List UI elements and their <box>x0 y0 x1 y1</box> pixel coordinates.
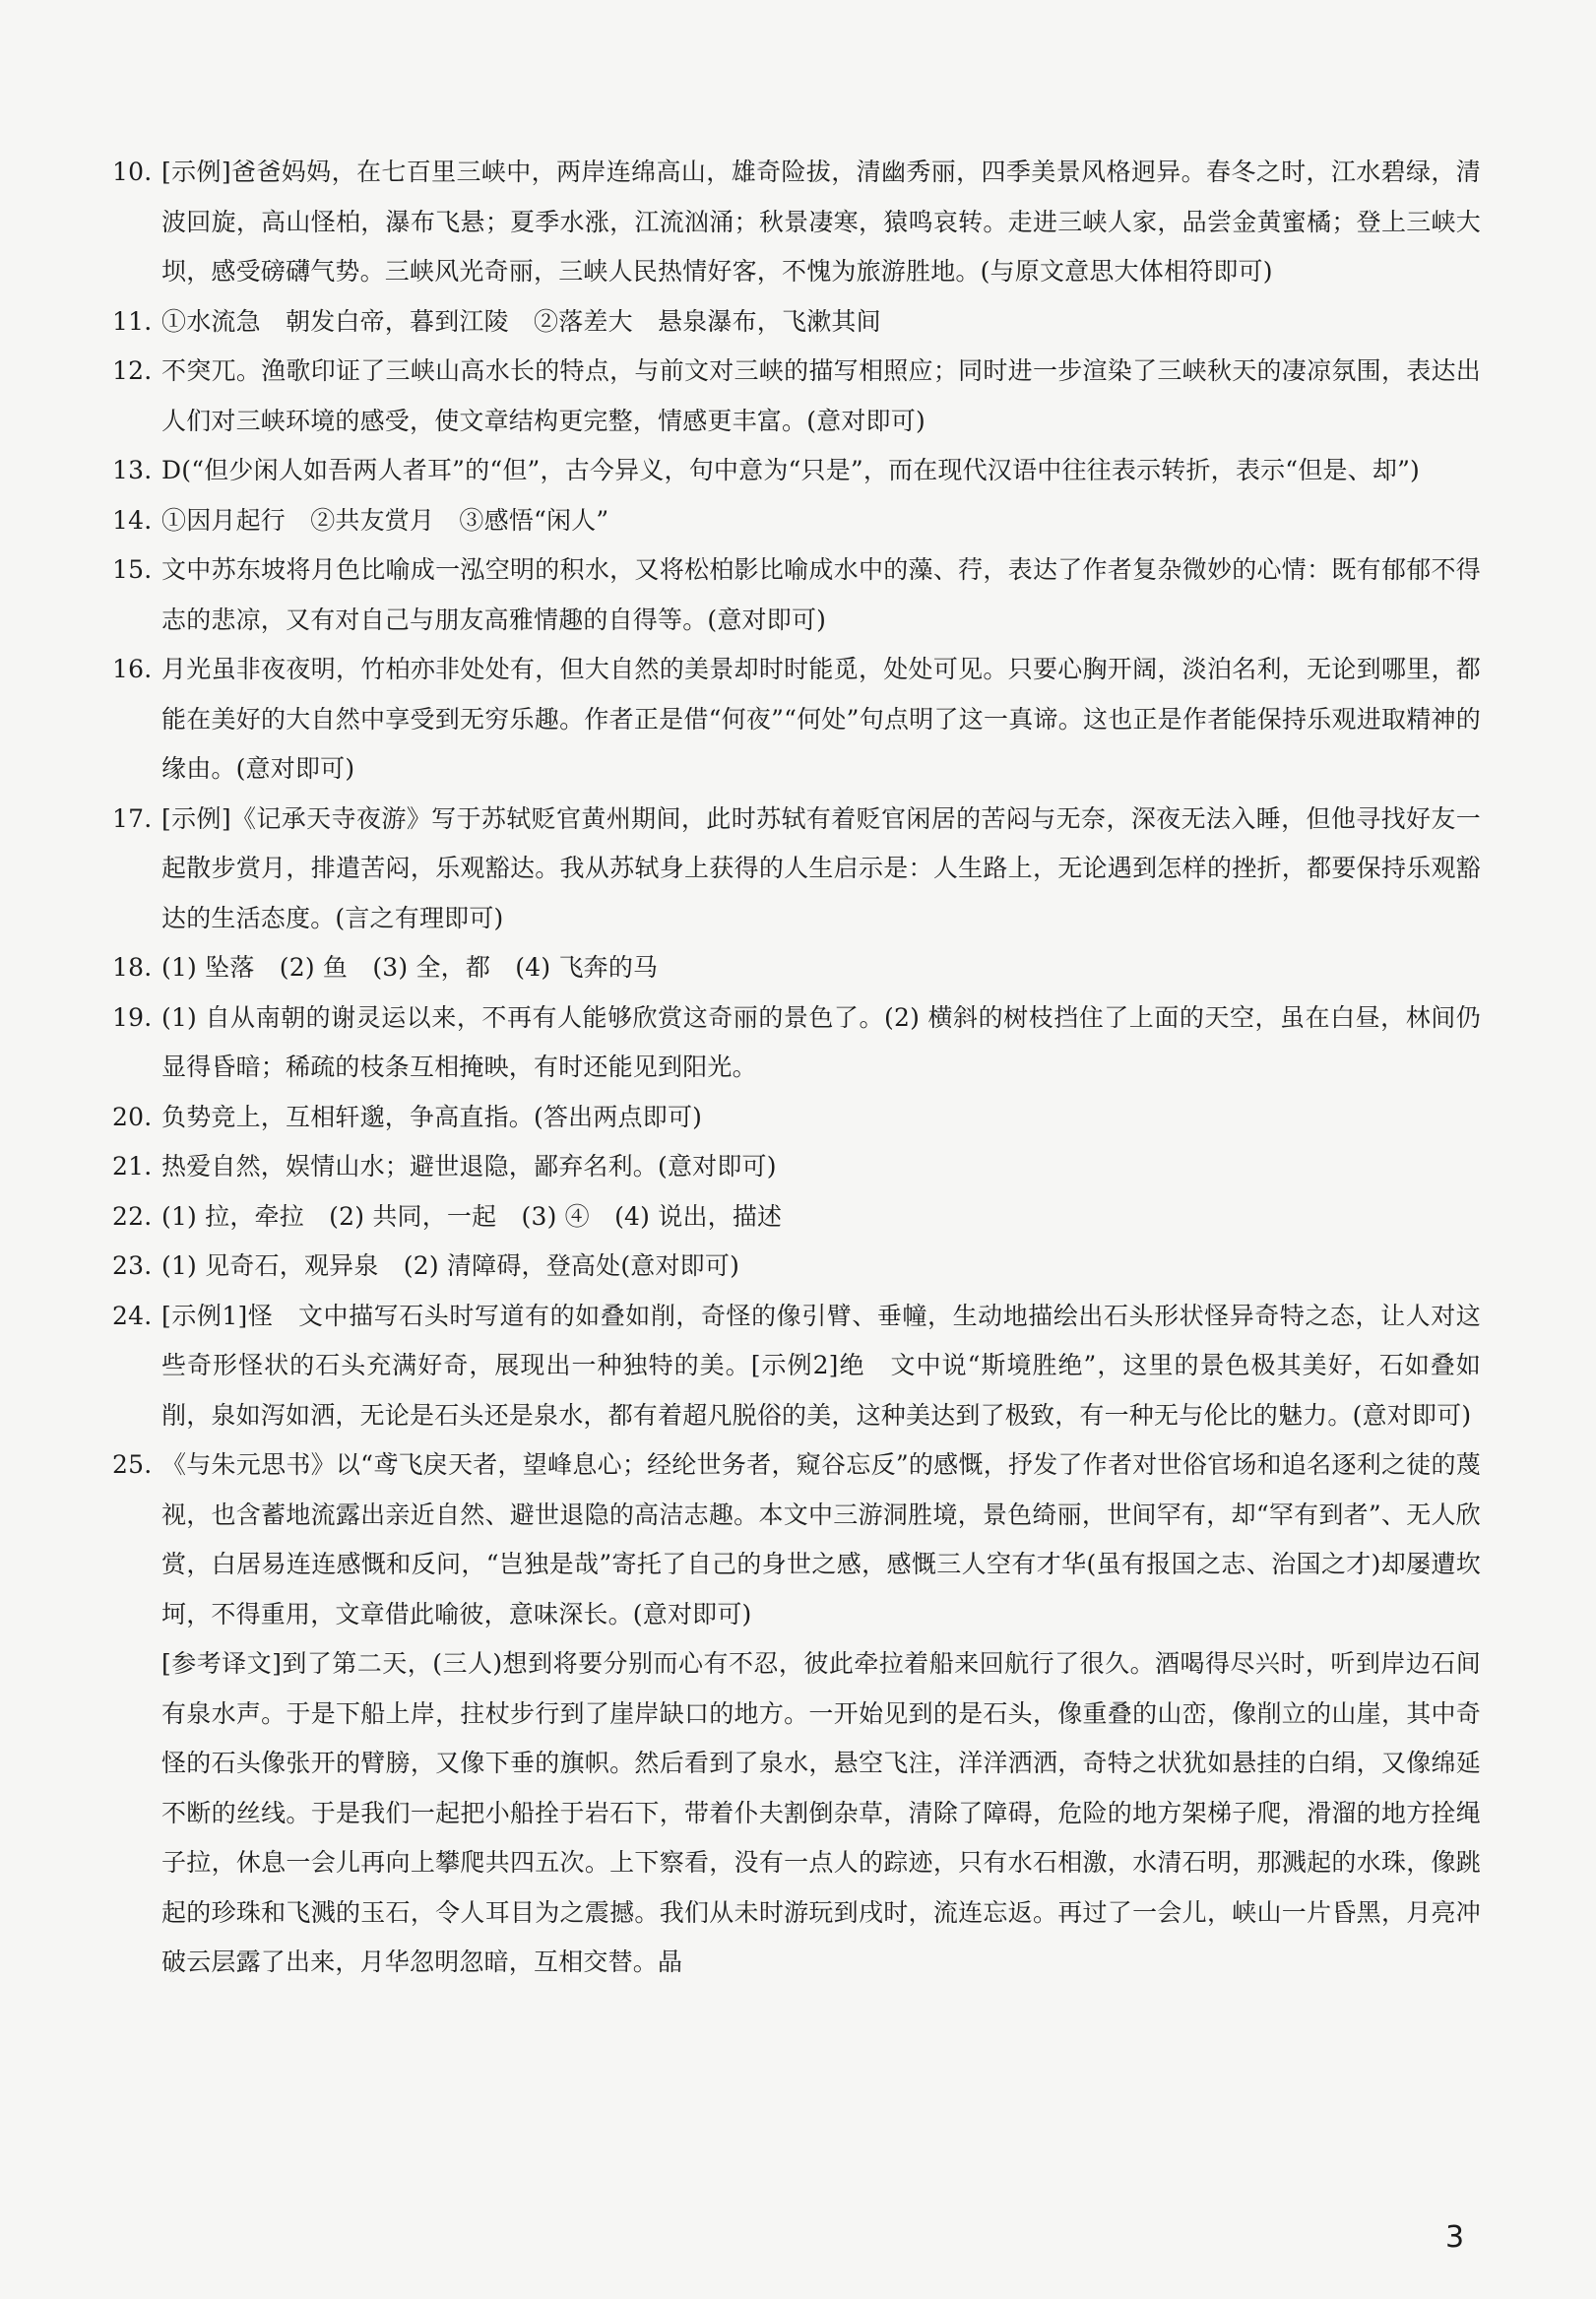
answer-text: ①水流急 朝发白帝，暮到江陵 ②落差大 悬泉瀑布，飞漱其间 <box>161 306 881 336</box>
answer-19 <box>112 993 1481 1093</box>
answer-text: 文中苏东坡将月色比喻成一泓空明的积水，又将松柏影比喻成水中的藻、荇，表达了作者复杂微妙的心情：既有郁郁不得志的悲凉，又有对自己与朋友高雅情趣的自得等。(意对即可) <box>161 555 1481 634</box>
page-number: 3 <box>1445 2220 1465 2255</box>
answer-text: [示例]《记承天寺夜游》写于苏轼贬官黄州期间，此时苏轼有着贬官闲居的苦闷与无奈，深夜无法入睡，但他寻找好友一起散步赏月，排遣苦闷，乐观豁达。我从苏轼身上获得的人生启示是：人生路上，无论遇到怎样的挫折，都要保持乐观豁达的生活态度。(言之有理即可) <box>161 803 1481 932</box>
answer-number: 19. <box>112 1002 153 1032</box>
answer-21 <box>112 1142 1481 1192</box>
answer-text: (1) 坠落 (2) 鱼 (3) 全，都 (4) 飞奔的马 <box>161 953 659 982</box>
answer-number: 15. <box>112 555 153 584</box>
answer-20 <box>112 1093 1481 1143</box>
answer-text: (1) 自从南朝的谢灵运以来，不再有人能够欣赏这奇丽的景色了。(2) 横斜的树枝挡住了上面的天空，虽在白昼，林间仍显得昏暗；稀疏的枝条互相掩映，有时还能见到阳光。 <box>161 1002 1481 1081</box>
answer-text: ①因月起行 ②共友赏月 ③感悟“闲人” <box>161 505 609 535</box>
answer-number: 20. <box>112 1102 153 1131</box>
answer-10 <box>112 148 1481 297</box>
answer-13 <box>112 446 1481 496</box>
answer-12 <box>112 347 1481 446</box>
answer-number: 18. <box>112 953 153 982</box>
answer-text: (1) 见奇石，观异泉 (2) 清障碍，登高处(意对即可) <box>161 1251 740 1280</box>
answer-text: 《与朱元思书》以“鸢飞戾天者，望峰息心；经纶世务者，窥谷忘反”的感慨，抒发了作者对世俗官场和追名逐利之徒的蔑视，也含蓄地流露出亲近自然、避世退隐的高洁志趣。本文中三游洞胜境，景色绮丽，世间罕有，却“罕有到者”、无人欣赏，白居易连连感慨和反问，“岂独是哉”寄托了自己的身世之感，感慨三人空有才华(虽有报国之志、治国之才)却屡遭坎坷，不得重用，文章借此喻彼，意味深长。(意对即可) <box>161 1450 1481 1628</box>
answer-14 <box>112 496 1481 546</box>
answer-number: 25. <box>112 1450 153 1479</box>
answer-11 <box>112 297 1481 348</box>
answer-text: [示例]爸爸妈妈，在七百里三峡中，两岸连绵高山，雄奇险拔，清幽秀丽，四季美景风格迥异。春冬之时，江水碧绿，清波回旋，高山怪柏，瀑布飞悬；夏季水涨，江流汹涌；秋景凄寒，猿鸣哀转。走进三峡人家，品尝金黄蜜橘；登上三峡大坝，感受磅礴气势。三峡风光奇丽，三峡人民热情好客，不愧为旅游胜地。(与原文意思大体相符即可) <box>161 158 1481 286</box>
answer-23 <box>112 1242 1481 1292</box>
answer-text: 负势竞上，互相轩邈，争高直指。(答出两点即可) <box>161 1102 703 1131</box>
answer-16 <box>112 645 1481 795</box>
answer-text: 月光虽非夜夜明，竹柏亦非处处有，但大自然的美景却时时能觅，处处可见。只要心胸开阔，淡泊名利，无论到哪里，都能在美好的大自然中享受到无穷乐趣。作者正是借“何夜”“何处”句点明了这一真谛。这也正是作者能保持乐观进取精神的缘由。(意对即可) <box>161 655 1481 783</box>
answer-number: 13. <box>112 456 153 484</box>
answer-18 <box>112 943 1481 993</box>
answer-number: 17. <box>112 803 153 833</box>
answer-number: 22. <box>112 1201 153 1231</box>
answer-22 <box>112 1192 1481 1243</box>
answer-number: 14. <box>112 505 153 535</box>
answer-list <box>112 148 1481 1988</box>
answer-17 <box>112 795 1481 944</box>
answer-text: (1) 拉，牵拉 (2) 共同，一起 (3) ④ (4) 说出，描述 <box>161 1201 783 1231</box>
answer-number: 12. <box>112 356 153 385</box>
answer-number: 16. <box>112 655 153 683</box>
answer-text: D(“但少闲人如吾两人者耳”的“但”，古今异义，句中意为“只是”，而在现代汉语中往往表示转折，表示“但是、却”) <box>161 456 1421 484</box>
reference-translation: [参考译文]到了第二天，(三人)想到将要分别而心有不忍，彼此牵拉着船来回航行了很久。酒喝得尽兴时，听到岸边石间有泉水声。于是下船上岸，拄杖步行到了崖岸缺口的地方。一开始见到的是石头，像重叠的山峦，像削立的山崖，其中奇怪的石头像张开的臂膀，又像下垂的旗帜。然后看到了泉水，悬空飞注，洋洋洒洒，奇特之状犹如悬挂的白绢，又像绵延不断的丝线。于是我们一起把小船拴于岩石下，带着仆夫割倒杂草，清除了障碍，危险的地方架梯子爬，滑溜的地方拴绳子拉，休息一会儿再向上攀爬共四五次。上下察看，没有一点人的踪迹，只有水石相激，水清石明，那溅起的水珠，像跳起的珍珠和飞溅的玉石，令人耳目为之震撼。我们从未时游玩到戌时，流连忘返。再过了一会儿，峡山一片昏黑，月亮冲破云层露了出来，月华忽明忽暗，互相交替。晶 <box>161 1649 1481 1976</box>
answer-number: 10. <box>112 158 153 186</box>
answer-number: 23. <box>112 1251 153 1280</box>
answer-text: 不突兀。渔歌印证了三峡山高水长的特点，与前文对三峡的描写相照应；同时进一步渲染了三峡秋天的凄凉氛围，表达出人们对三峡环境的感受，使文章结构更完整，情感更丰富。(意对即可) <box>161 356 1481 435</box>
answer-25 <box>112 1440 1481 1639</box>
answer-number: 21. <box>112 1152 153 1181</box>
answer-text: [示例1]怪 文中描写石头时写道有的如叠如削，奇怪的像引臂、垂幢，生动地描绘出石头形状怪异奇特之态，让人对这些奇形怪状的石头充满好奇，展现出一种独特的美。[示例2]绝 文中说“斯境胜绝”，这里的景色极其美好，石如叠如削，泉如泻如洒，无论是石头还是泉水，都有着超凡脱俗的美，这种美达到了极致，有一种无与伦比的魅力。(意对即可) <box>161 1301 1481 1430</box>
answer-number: 11. <box>112 306 153 336</box>
answer-text: 热爱自然，娱情山水；避世退隐，鄙弃名利。(意对即可) <box>161 1152 777 1181</box>
answer-number: 24. <box>112 1301 153 1330</box>
answer-24 <box>112 1292 1481 1441</box>
answer-15 <box>112 545 1481 645</box>
